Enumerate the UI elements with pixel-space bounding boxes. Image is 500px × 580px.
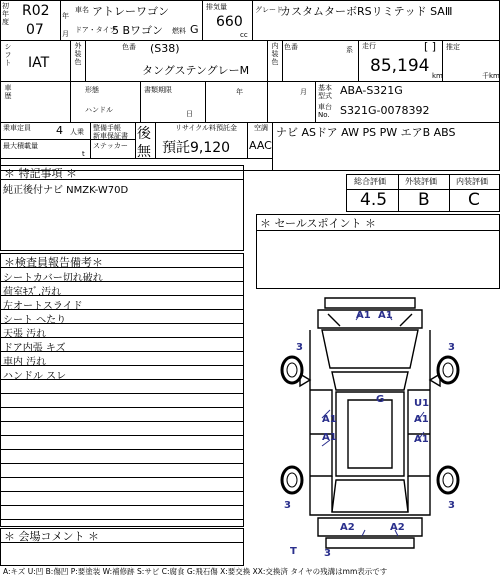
- venue-comment-title: ＊ 会場コメント ＊: [4, 530, 99, 543]
- damage-mark: A1: [414, 434, 429, 445]
- damage-mark: A2: [390, 522, 405, 533]
- color-code: (S38): [150, 42, 180, 55]
- shift-value: IAT: [28, 55, 50, 71]
- chassis-number: S321G-0078392: [340, 104, 430, 117]
- car-history-label: 車歴: [4, 84, 12, 100]
- damage-mark: T: [290, 546, 297, 557]
- shift-label: シフト: [4, 43, 12, 67]
- exterior-score-label: 外装評価: [405, 177, 437, 186]
- damage-mark: A1: [322, 432, 337, 443]
- first-reg-value: R02: [22, 3, 50, 19]
- special-note-line: 純正後付ナビ NMZK-W70D: [3, 185, 129, 196]
- recycle-value: 預託9,120: [162, 140, 231, 156]
- legend: A:キズ U:凹 B:傷凹 P:要塗装 W:補修跡 S:サビ C:腐食 G:飛石傷 X:要交換 XX:交換済 タイヤの残溝はmm表示です: [3, 567, 388, 576]
- color-number-label: 色番: [122, 43, 136, 51]
- chassis-label: 車台No.: [318, 103, 332, 119]
- inspector-line: 左オートスライド: [3, 301, 83, 312]
- max-load-label: 最大積載量: [3, 142, 38, 150]
- inspector-notes-title: ＊検査員報告備考＊: [4, 256, 103, 269]
- ac-value: AAC: [249, 139, 272, 152]
- mileage-bracket: [ ]: [424, 40, 437, 53]
- mileage-label: 走行: [362, 42, 376, 50]
- displacement-value: 660: [216, 14, 243, 30]
- damage-mark: 3: [324, 548, 331, 559]
- damage-mark: A1: [414, 414, 429, 425]
- inspector-row-line: [0, 393, 244, 394]
- interior-color-number-label: 色番: [284, 43, 298, 51]
- document-day-unit: 日: [186, 110, 193, 118]
- handle-label: ハンドル: [85, 106, 113, 114]
- form-label: 形態: [85, 86, 99, 94]
- mileage-unit: km: [432, 72, 443, 80]
- rear-mark: 後: [137, 126, 151, 142]
- interior-score-label: 内装評価: [456, 177, 488, 186]
- inspector-line: ドア内張 キズ: [3, 343, 66, 354]
- inspector-line: 荷室ｷｽﾞ.汚れ: [3, 287, 62, 298]
- fuel-value: G: [190, 23, 199, 36]
- inspection-unit: 千km: [482, 72, 500, 80]
- month-value: 07: [26, 22, 44, 38]
- inspector-row-line: [0, 407, 244, 408]
- car-name-label: 車名: [75, 6, 89, 14]
- deadline-month-label: 月: [300, 88, 307, 96]
- inspector-line: 天張 汚れ: [3, 329, 47, 340]
- inspector-row-line: [0, 505, 244, 506]
- damage-mark: G: [376, 394, 385, 405]
- inspector-row-line: [0, 463, 244, 464]
- color-name: タングステングレーM: [142, 64, 250, 77]
- inspector-row-line: [0, 435, 244, 436]
- capacity-unit: 人乗: [70, 128, 84, 136]
- interior-score-value: C: [468, 190, 480, 210]
- inspector-line: シート へたり: [3, 315, 67, 326]
- inspection-label: 推定: [446, 43, 460, 51]
- first-reg-label: 初年度: [2, 2, 9, 26]
- displacement-label: 排気量: [206, 3, 227, 11]
- grade-label: グレード: [255, 6, 283, 14]
- base-model-label: 基本型式: [318, 84, 332, 100]
- door-type-value: 5 Bワゴン: [112, 24, 164, 37]
- damage-mark: A2: [340, 522, 355, 533]
- inspector-row-line: [0, 449, 244, 450]
- inspector-row-line: [0, 477, 244, 478]
- capacity-value: 4: [56, 124, 63, 137]
- interior-color-label: 内装色: [271, 42, 279, 66]
- recycle-label: リサイクル料預託金: [175, 124, 238, 132]
- damage-mark: A1: [322, 414, 337, 425]
- inspector-row-line: [0, 267, 244, 268]
- month-mark: 月: [62, 30, 69, 38]
- damage-mark: 3: [448, 500, 455, 511]
- mileage-value: 85,194: [370, 56, 430, 76]
- inspector-row-line: [0, 491, 244, 492]
- grade-value: カスタムターボRSリミテッド SAⅢ: [280, 5, 453, 18]
- damage-mark: U1: [414, 398, 430, 409]
- car-damage-diagram: [270, 290, 470, 560]
- sales-point-title: ＊ セールスポイント ＊: [260, 217, 377, 230]
- document-deadline-label: 書類期限: [144, 86, 172, 94]
- sticker-label: ステッカー: [93, 142, 128, 150]
- car-name-value: アトレーワゴン: [92, 5, 169, 18]
- damage-mark: 3: [296, 342, 303, 353]
- year-mark: 年: [62, 12, 69, 20]
- damage-mark: A1: [378, 310, 393, 321]
- total-score-value: 4.5: [360, 190, 388, 210]
- new-car-warranty-label: 新車保証書: [93, 132, 128, 140]
- interior-mark: 系: [346, 46, 353, 54]
- options-value: ナビ ASドア AW PS PW エアB ABS: [276, 126, 456, 139]
- maintenance-record-label: 整備手帳: [93, 124, 121, 132]
- special-notes-title: ＊ 特記事項 ＊: [4, 167, 77, 180]
- damage-mark: 3: [284, 500, 291, 511]
- deadline-year-label: 年: [236, 88, 243, 96]
- door-type-label: ドア・タイプ: [75, 26, 117, 34]
- damage-mark: 3: [448, 342, 455, 353]
- max-load-unit: t: [82, 150, 85, 158]
- inspector-line: シートカバー切れ破れ: [3, 273, 103, 284]
- inspector-row-line: [0, 519, 244, 520]
- model-code: ABA-S321G: [340, 84, 403, 97]
- inspector-line: ハンドル スレ: [3, 371, 67, 382]
- inspector-row-line: [0, 421, 244, 422]
- ac-label: 空調: [254, 124, 268, 132]
- total-score-label: 総合評価: [354, 177, 386, 186]
- inspector-line: 車内 汚れ: [3, 357, 47, 368]
- damage-mark: A1: [356, 310, 371, 321]
- capacity-label: 乗車定員: [3, 124, 31, 132]
- exterior-color-label: 外装色: [74, 42, 82, 66]
- fuel-label: 燃料: [172, 27, 186, 35]
- exterior-score-value: B: [418, 190, 430, 210]
- none-mark: 無: [137, 144, 151, 160]
- displacement-unit: cc: [240, 31, 248, 39]
